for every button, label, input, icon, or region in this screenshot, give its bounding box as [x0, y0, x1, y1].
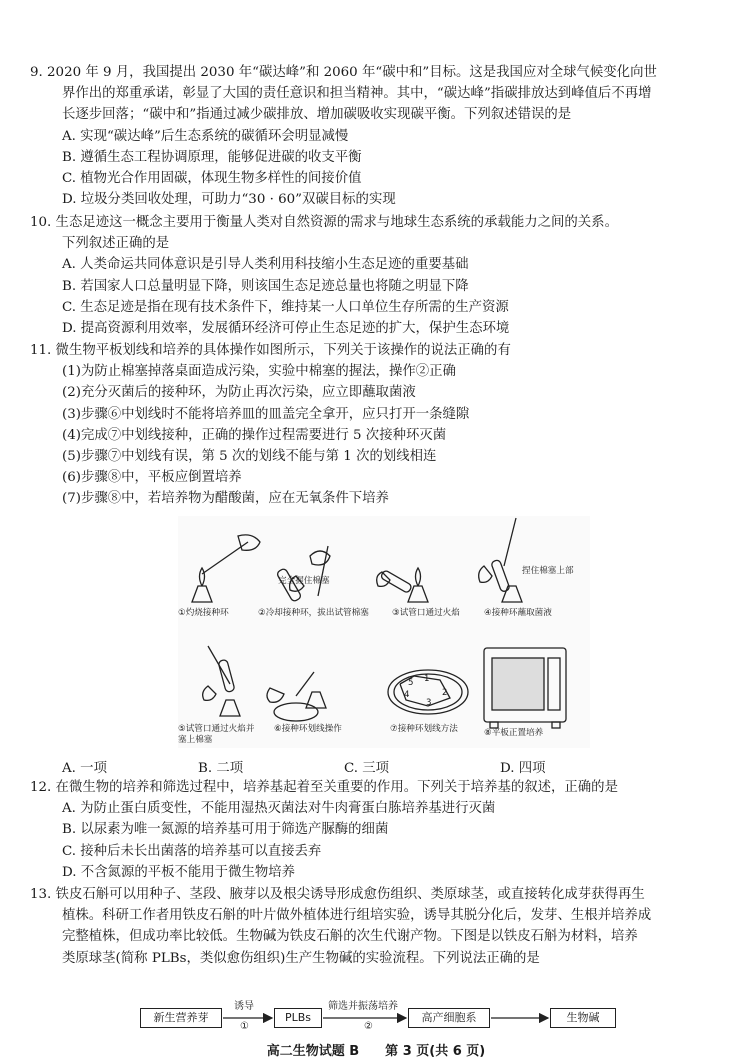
option-c: C. 三项	[344, 761, 390, 776]
question-10-line: 10. 生态足迹这一概念主要用于衡量人类对自然资源的需求与地球生态系统的承载能力之间的关系。	[30, 215, 618, 230]
plate-number: 3	[426, 698, 432, 708]
question-9-line: 界作出的郑重承诺，彰显了大国的责任意识和担当精神。其中，“碳达峰”指碳排放达到峰值后不再增	[62, 86, 652, 102]
question-10	[30, 212, 738, 339]
figure-drawing	[178, 516, 590, 748]
statement-5: (5)步骤⑦中划线有误，第 5 次的划线不能与第 1 次的划线相连	[62, 449, 437, 465]
option-b: B. 遵循生态工程协调原理，能够促进碳的收支平衡	[62, 149, 362, 165]
option-c: C. 接种后未长出菌落的培养基可以直接丢弃	[62, 843, 322, 859]
flow-arrow-1-label: 诱导	[234, 1001, 254, 1012]
option-b: B. 若国家人口总量明显下降，则该国生态足迹总量也将随之明显下降	[62, 278, 469, 294]
caption-step-5: ⑤试管口通过火焰并塞上棉塞	[178, 724, 255, 745]
caption-step-1: ①灼烧接种环	[178, 608, 229, 618]
option-d: D. 四项	[500, 761, 546, 776]
question-9-line: 长逐步回落；“碳中和”指通过减少碳排放、增加碳吸收实现碳平衡。下列叙述错误的是	[62, 107, 572, 123]
caption-step-8: ⑧平板正置培养	[484, 728, 544, 738]
flow-box-alkaloid: 生物碱	[550, 1008, 616, 1028]
question-13-line: 13. 铁皮石斛可以用种子、茎段、腋芽以及根尖诱导形成愈伤组织、类原球茎，或直接转化成芽获得再生	[30, 887, 645, 902]
question-9	[30, 62, 738, 210]
statement-1: (1)为防止棉塞掉落桌面造成污染，实验中棉塞的握法，操作②正确	[62, 364, 456, 380]
statement-4: (4)完成⑦中划线接种，正确的操作过程需要进行 5 次接种环灭菌	[62, 427, 447, 443]
flow-box-cell-line: 高产细胞系	[408, 1008, 490, 1028]
question-13-line: 完整植株，但成功率比较低。生物碱为铁皮石斛的次生代谢产物。下图是以铁皮石斛为材料，培养	[62, 929, 638, 945]
option-a: A. 为防止蛋白质变性，不能用湿热灭菌法对牛肉膏蛋白胨培养基进行灭菌	[62, 801, 496, 817]
option-d: D. 提高资源利用效率，发展循环经济可停止生态足迹的扩大，保护生态环境	[62, 321, 510, 337]
plate-number: 2	[442, 688, 448, 698]
flow-arrows	[140, 1000, 640, 1040]
plate-number: 4	[404, 690, 410, 700]
flow-arrow-2-label: 筛选并振荡培养	[328, 1001, 398, 1012]
option-d: D. 不含氮源的平板不能用于微生物培养	[62, 864, 296, 880]
question-11	[30, 340, 738, 510]
statement-6: (6)步骤⑧中，平板应倒置培养	[62, 470, 242, 486]
page-footer: 高二生物试题 B 第 3 页(共 6 页)	[266, 1044, 486, 1059]
question-13	[30, 884, 738, 969]
plate-number: 1	[424, 674, 430, 684]
option-c: C. 植物光合作用固碳，体现生物多样性的间接价值	[62, 171, 362, 187]
flow-box-plbs: PLBs	[274, 1008, 322, 1028]
callout-hold-cotton: 完全握住棉塞	[278, 576, 330, 586]
question-13-line: 植株。科研工作者用铁皮石斛的叶片做外植体进行组培实验，诱导其脱分化后，发芽、生根并培养成	[62, 908, 652, 924]
flow-box-bud: 新生营养芽	[140, 1008, 222, 1028]
streak-plate-figure	[178, 516, 590, 748]
option-a: A. 实现“碳达峰”后生态系统的碳循环会明显减慢	[62, 128, 349, 144]
flow-arrow-1-number: ①	[240, 1021, 249, 1032]
statement-7: (7)步骤⑧中，若培养物为醋酸菌，应在无氧条件下培养	[62, 491, 389, 507]
question-9-line: 9. 2020 年 9 月，我国提出 2030 年“碳达峰”和 2060 年“碳中和”目标。这是我国应对全球气候变化向世	[30, 65, 657, 80]
flow-arrow-2-number: ②	[364, 1021, 373, 1032]
caption-step-6: ⑥接种环划线操作	[274, 724, 342, 734]
option-a: A. 人类命运共同体意识是引导人类利用科技缩小生态足迹的重要基础	[62, 257, 469, 273]
question-11-line: 11. 微生物平板划线和培养的具体操作如图所示，下列关于该操作的说法正确的有	[30, 343, 511, 358]
question-12	[30, 777, 738, 883]
option-a: A. 一项	[62, 761, 107, 776]
option-d: D. 垃圾分类回收处理，可助力“30 · 60”双碳目标的实现	[62, 192, 396, 208]
caption-step-2: ②冷却接种环，拔出试管棉塞	[258, 608, 369, 618]
process-flow	[140, 1000, 640, 1040]
caption-step-4: ④接种环蘸取菌液	[484, 608, 552, 618]
option-b: B. 二项	[198, 761, 244, 776]
question-12-line: 12. 在微生物的培养和筛选过程中，培养基起着至关重要的作用。下列关于培养基的叙述，正确的是	[30, 780, 618, 795]
statement-2: (2)充分灭菌后的接种环，为防止再次污染，应立即蘸取菌液	[62, 385, 416, 401]
statement-3: (3)步骤⑥中划线时不能将培养皿的皿盖完全拿开，应只打开一条缝隙	[62, 406, 470, 422]
callout-hold-top: 捏住棉塞上部	[522, 566, 574, 576]
plate-number: 5	[408, 678, 414, 688]
question-13-line: 类原球茎(简称 PLBs，类似愈伤组织)生产生物碱的实验流程。下列说法正确的是	[62, 950, 540, 966]
question-10-line: 下列叙述正确的是	[62, 236, 170, 252]
option-c: C. 生态足迹是指在现有技术条件下，维持某一人口单位生存所需的生产资源	[62, 299, 509, 315]
option-b: B. 以尿素为唯一氮源的培养基可用于筛选产脲酶的细菌	[62, 822, 389, 838]
caption-step-3: ③试管口通过火焰	[392, 608, 460, 618]
caption-step-7: ⑦接种环划线方法	[390, 724, 458, 734]
